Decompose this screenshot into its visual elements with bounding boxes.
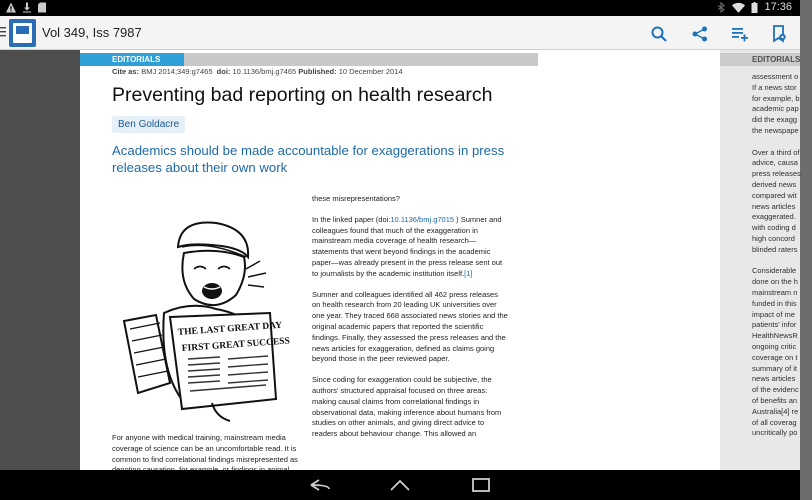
preview-line: summary of it <box>752 363 798 373</box>
warning-icon <box>6 2 16 13</box>
bookmark-settings-icon <box>771 25 787 43</box>
bookmark-settings-button[interactable] <box>768 23 790 45</box>
next-page-shade <box>720 50 800 470</box>
preview-line: the newspape <box>752 125 799 135</box>
article-title: Preventing bad reporting on health research <box>112 84 493 106</box>
hamburger-menu-icon[interactable] <box>0 26 8 38</box>
issue-title: Vol 349, Iss 7987 <box>42 25 142 40</box>
bmj-app-logo[interactable] <box>9 19 36 47</box>
body-column-1: For anyone with medical training, mainstream media coverage of science can be an uncomfortable read. It is common to find correlational findings misrepresented as <box>112 433 298 464</box>
paragraph: Sumner and colleagues identified all 462 press releases on health research from 20 leading UK universities over one year. They traced 668 associated news stories and the original academic papers that reported the scientific findings. Finally, they assessed the press releases and the news articles for exaggeration, defined as claims going beyond those in the peer reviewed paper. <box>312 289 508 364</box>
back-button[interactable] <box>305 475 335 495</box>
status-bar <box>0 0 800 16</box>
paragraph: Since coding for exaggeration could be subjective, the authors' structured appraisal focused on three areas: making causal claims from correlational findings in observational data, making inference about humans from studies on other animals, and giving direct advice to readers about behaviour change. This allowed an <box>312 375 502 439</box>
sd-card-icon <box>38 2 48 13</box>
section-label: EDITORIALS <box>80 53 184 66</box>
home-icon <box>389 479 411 491</box>
share-icon <box>692 26 708 42</box>
preview-line: blinded raters <box>752 244 798 254</box>
preview-line: mainstream n <box>752 287 798 297</box>
preview-line: funded in this <box>752 298 797 308</box>
share-button[interactable] <box>689 23 711 45</box>
preview-line: If a news stor <box>752 82 797 92</box>
preview-line: news articles <box>752 201 796 211</box>
app-bar <box>0 16 800 50</box>
preview-line: assessment o <box>752 72 799 81</box>
preview-line: patients' infor <box>752 320 797 330</box>
home-button[interactable] <box>385 475 415 495</box>
add-to-playlist-button[interactable] <box>729 23 751 45</box>
preview-line: ongoing critic <box>752 341 797 351</box>
next-article-preview[interactable] <box>720 50 800 470</box>
preview-line: press releases <box>752 169 801 179</box>
preview-line: compared wit <box>752 190 797 200</box>
battery-icon <box>751 2 758 13</box>
recent-apps-icon <box>472 478 490 492</box>
navigation-bar <box>0 470 800 500</box>
preview-line: impact of me <box>752 309 795 319</box>
download-icon <box>22 2 32 13</box>
recent-apps-button[interactable] <box>466 475 496 495</box>
bluetooth-icon <box>716 2 726 13</box>
newsboy-cartoon-illustration <box>120 217 291 427</box>
previous-page-shade <box>0 50 80 470</box>
body-column-2 <box>312 194 508 450</box>
preview-line: did the exagg <box>752 115 798 125</box>
paragraph: In the linked paper (doi:10.1136/bmj.g7015 ) Sumner and colleagues found that much of the exaggeration in mainstream media coverage of health research—statements that went beyond findings in the academic paper—was already present in the press release sent out to journalists by the academic institution itself.[1] <box>312 214 503 278</box>
svg-text:FIRST GREAT SUCCESS: FIRST GREAT SUCCESS <box>181 336 291 354</box>
citation-line: Cite as: BMJ 2014;349:g7465 doi: 10.1136/bmj.g7465 Published: 10 December 2014 <box>112 67 403 76</box>
reference-link[interactable]: [1] <box>464 268 473 278</box>
reader-content[interactable] <box>0 50 800 470</box>
standfirst: Academics should be made accountable for exaggerations in press releases about their own work <box>112 143 505 175</box>
preview-line: derived news <box>752 179 797 189</box>
doi-link[interactable]: 10.1136/bmj.g7015 <box>390 214 455 224</box>
section-bar <box>80 53 538 66</box>
preview-line: Over a third of <box>752 147 800 157</box>
preview-line: advice, causa <box>752 158 798 168</box>
preview-line: news articles <box>752 374 796 384</box>
preview-line: academic pap <box>752 104 799 114</box>
search-icon <box>651 26 667 42</box>
preview-line: of the evidenc <box>752 385 799 395</box>
preview-line: exaggerated. <box>752 212 796 222</box>
preview-line: with coding d <box>752 223 796 233</box>
clock: 17:36 <box>764 1 792 13</box>
preview-line: coverage on t <box>752 352 798 362</box>
preview-line: Considerable <box>752 266 797 276</box>
preview-line: uncritically po <box>752 428 798 438</box>
search-button[interactable] <box>648 23 670 45</box>
add-to-playlist-icon <box>731 26 749 42</box>
preview-line: high concord <box>752 233 795 243</box>
preview-line: Australia[4] re <box>752 406 799 416</box>
preview-line: HealthNewsR <box>752 331 798 341</box>
preview-line: done on the h <box>752 277 798 287</box>
preview-line: of all coverag <box>752 417 797 427</box>
preview-line: for example, b <box>752 93 800 103</box>
svg-text:THE LAST GREAT DAY: THE LAST GREAT DAY <box>177 320 283 338</box>
article-page[interactable] <box>80 50 720 470</box>
paragraph: these misrepresentations? <box>312 194 400 203</box>
back-icon <box>309 479 331 491</box>
preview-line: of benefits an <box>752 395 798 405</box>
next-section-label: EDITORIALS <box>752 55 801 64</box>
author-chip[interactable]: Ben Goldacre <box>112 116 185 133</box>
wifi-icon <box>732 2 745 13</box>
